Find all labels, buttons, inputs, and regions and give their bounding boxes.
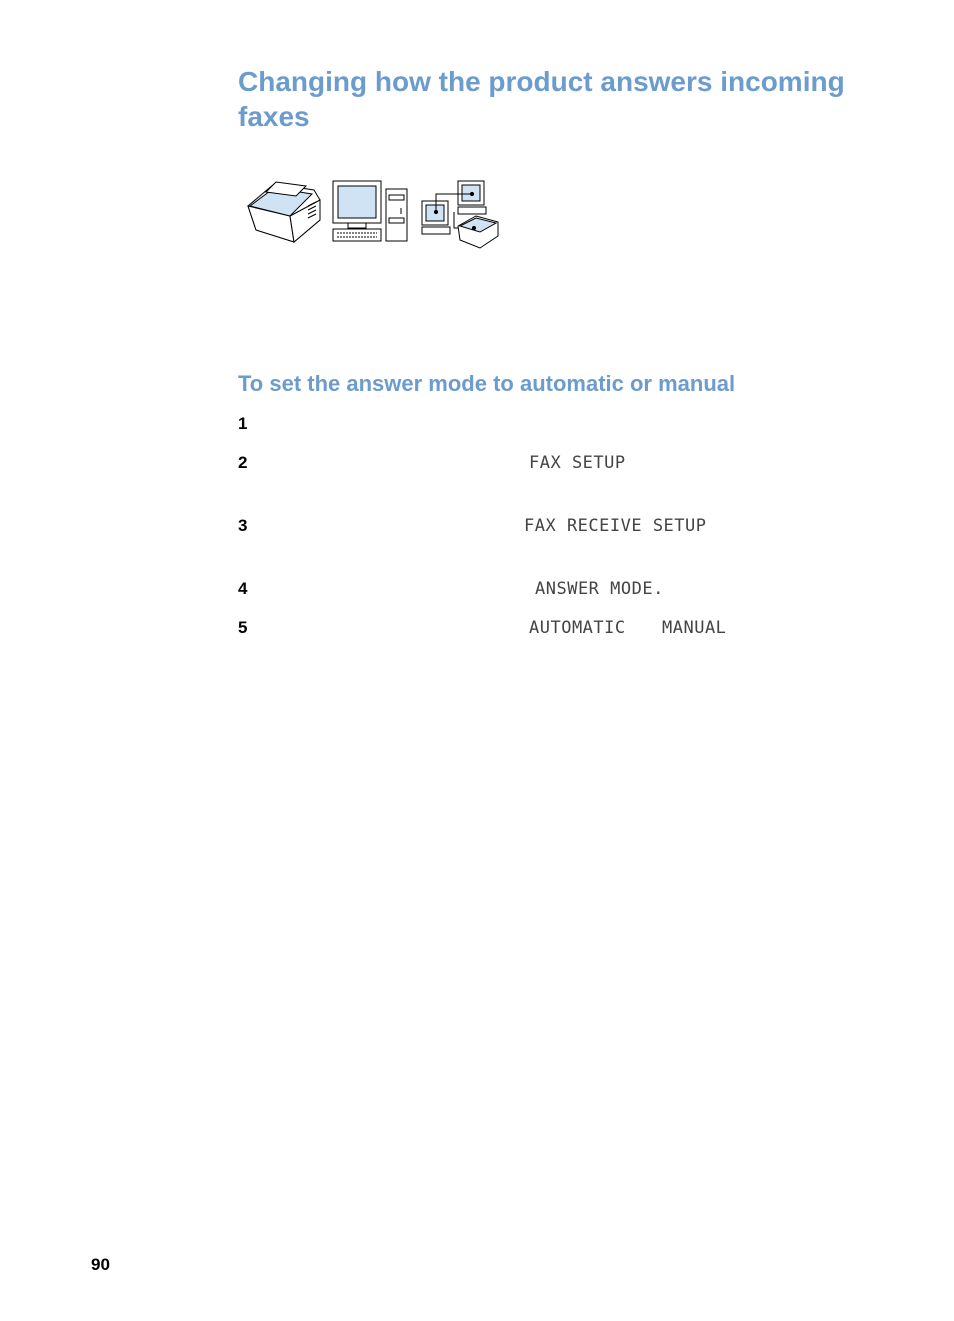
section-heading: To set the answer mode to automatic or manual [238,371,736,396]
step-number-4: 4 [238,579,248,598]
lcd-text-answer-mode: ANSWER MODE. [535,579,664,599]
lcd-text-fax-receive-setup: FAX RECEIVE SETUP [524,516,707,536]
fax-machine-icon [248,182,320,242]
step-number-5: 5 [238,618,248,637]
lcd-text-fax-setup: FAX SETUP [529,453,626,473]
step-number-2: 2 [238,453,248,472]
step-number-1: 1 [238,414,248,433]
lcd-text-manual: MANUAL [662,618,727,638]
product-icons [244,176,504,252]
lcd-text-automatic: AUTOMATIC [529,618,626,638]
step-number-3: 3 [238,516,248,535]
network-computers-icon [422,181,498,248]
page-title: Changing how the product answers incoming faxes [238,66,845,132]
desktop-computer-icon [333,181,407,241]
page-number: 90 [91,1255,110,1274]
